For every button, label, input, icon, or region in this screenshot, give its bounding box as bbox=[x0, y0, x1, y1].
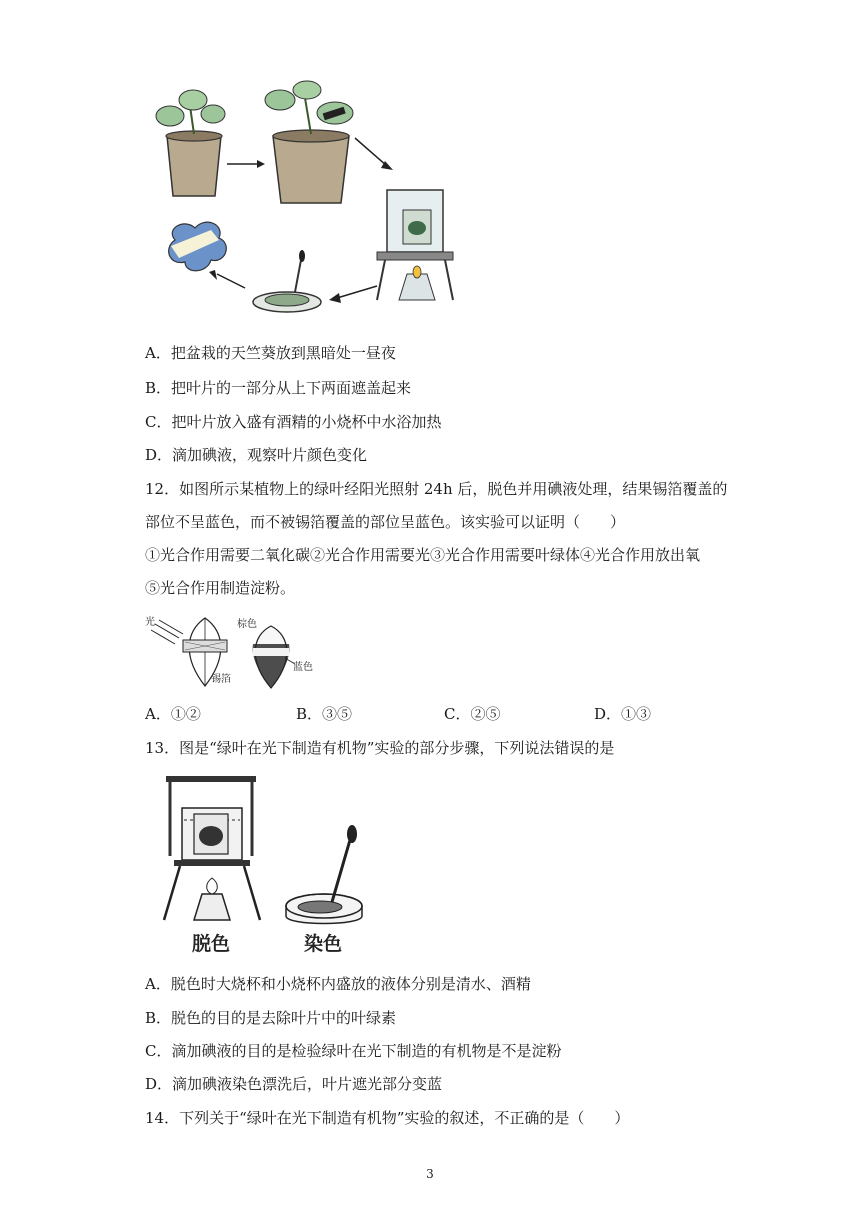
q12-stem-line-2: 部位不呈蓝色，而不被锡箔覆盖的部位呈蓝色。该实验可以证明（ ） bbox=[145, 513, 626, 531]
q11-option-c: C．把叶片放入盛有酒精的小烧杯中水浴加热 bbox=[145, 413, 442, 431]
q13-stem: 13．图是“绿叶在光下制造有机物”实验的部分步骤，下列说法错误的是 bbox=[145, 739, 615, 757]
label-light: 光 bbox=[145, 617, 155, 628]
label-brown: 棕色 bbox=[237, 619, 257, 630]
stained-leaf-result bbox=[253, 626, 290, 688]
q13-option-d: D．滴加碘液染色漂洗后，叶片遮光部分变蓝 bbox=[145, 1075, 443, 1093]
q12-stem-line-4: ⑤光合作用制造淀粉。 bbox=[145, 579, 296, 597]
foil-leaf-figure bbox=[145, 612, 313, 692]
q11-option-d: D．滴加碘液，观察叶片颜色变化 bbox=[145, 446, 368, 464]
label-blue: 蓝色 bbox=[293, 662, 313, 673]
potted-plant-dark bbox=[156, 90, 225, 196]
decolor-stain-figure bbox=[160, 770, 370, 960]
q12-option-d: D．①③ bbox=[594, 705, 652, 723]
experiment-cycle-figure bbox=[145, 78, 465, 328]
q12-stem-line-3: ①光合作用需要二氧化碳②光合作用需要光③光合作用需要叶绿体④光合作用放出氧 bbox=[145, 546, 701, 564]
potted-plant-covered bbox=[265, 81, 353, 203]
q12-stem-line-1: 12．如图所示某植物上的绿叶经阳光照射 24h 后，脱色并用碘液处理，结果锡箔覆盖的 bbox=[145, 480, 728, 498]
caption-stain: 染色 bbox=[304, 933, 343, 955]
page-number: 3 bbox=[426, 1167, 434, 1181]
stain-dish bbox=[286, 825, 362, 924]
q13-option-b: B．脱色的目的是去除叶片中的叶绿素 bbox=[145, 1009, 397, 1027]
q13-option-a: A．脱色时大烧杯和小烧杯内盛放的液体分别是清水、酒精 bbox=[145, 975, 531, 993]
q12-option-a: A．①② bbox=[145, 705, 201, 723]
stained-leaf bbox=[169, 222, 227, 271]
q12-option-b: B．③⑤ bbox=[296, 705, 353, 723]
q13-option-c: C．滴加碘液的目的是检验绿叶在光下制造的有机物是不是淀粉 bbox=[145, 1042, 562, 1060]
water-bath-apparatus bbox=[377, 190, 453, 300]
caption-decolor: 脱色 bbox=[192, 933, 231, 955]
q11-option-b: B．把叶片的一部分从上下两面遮盖起来 bbox=[145, 379, 412, 397]
q12-option-c: C．②⑤ bbox=[444, 705, 501, 723]
decolor-apparatus bbox=[164, 776, 260, 920]
iodine-dish bbox=[253, 250, 321, 312]
q11-option-a: A．把盆栽的天竺葵放到黑暗处一昼夜 bbox=[145, 344, 396, 362]
label-foil: 锡箔 bbox=[211, 674, 231, 685]
q14-stem: 14．下列关于“绿叶在光下制造有机物”实验的叙述，不正确的是（ ） bbox=[145, 1109, 630, 1127]
